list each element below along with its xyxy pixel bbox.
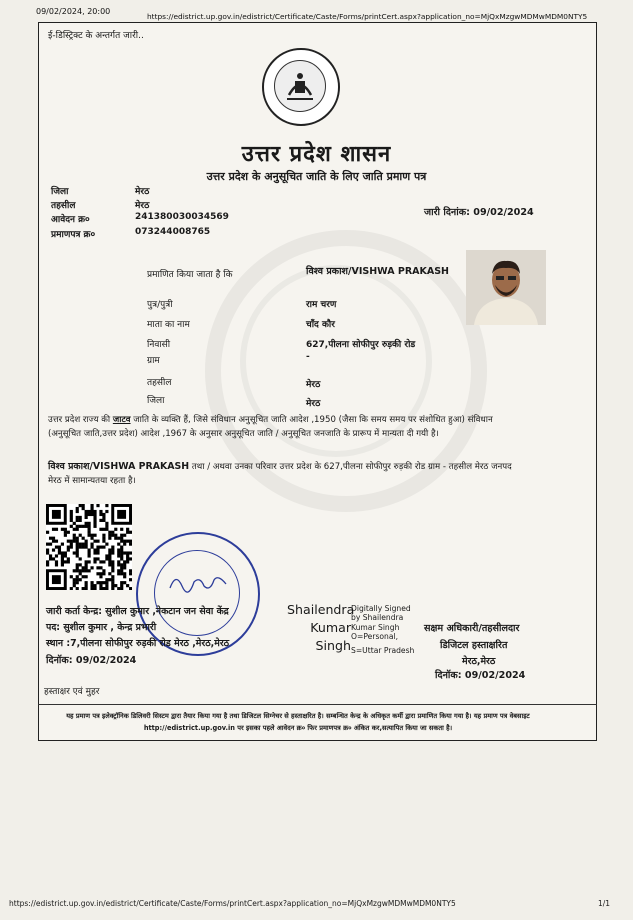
sign-and-seal-label: हस्ताक्षर एवं मुहर [44, 687, 100, 697]
seal-signature-scribble [168, 568, 228, 598]
holder-name: विश्व प्रकाश/VISHWA PRAKASH [306, 266, 449, 277]
detail-label-village: ग्राम [147, 356, 160, 366]
authority-signed: डिजिटल हस्ताक्षरित [440, 640, 508, 651]
verification-footer-note: यह प्रमाण पत्र इलेक्ट्रॉनिक डिलिवरी सिस्टम द्वारा तैयार किया गया है तथा डिजिटल सिग्नेचर से हस्ताक्षरित है। सम्बन्धित केन्द्र के अधिकृत कर्मी द्वारा प्रमाणित किया गया है। यह प्रमाण पत्र वेबसाइट http://edistrict.up.gov.in पर इसका पहले आवेदन क्र० फिर प्रमाणपत्र क्र० अंकित कर,सत्यापित किया जा सकता है। [66, 712, 530, 732]
issued-under-text: ई-डिस्ट्रिक्ट के अन्तर्गत जारी.. [48, 31, 144, 41]
authority-place: मेरठ,मेरठ [462, 656, 496, 667]
applicant-photo [466, 250, 546, 325]
meta-label-district: जिला [51, 187, 69, 197]
footer-divider [38, 704, 597, 705]
detail-label-resident: निवासी [147, 340, 171, 350]
verification-qr-code [46, 504, 132, 590]
government-title: उत्तर प्रदेश शासन [241, 142, 392, 167]
detail-label-tehsil: तहसील [147, 378, 172, 388]
detail-value-village: - [306, 352, 310, 362]
certify-label: प्रमाणित किया जाता है कि [147, 270, 233, 280]
meta-label-application-no: आवेदन क्र० [51, 215, 90, 225]
meta-label-tehsil: तहसील [51, 201, 76, 211]
residence-holder-name: विश्व प्रकाश/VISHWA PRAKASH [48, 461, 190, 472]
meta-label-certificate-no: प्रमाणपत्र क्र० [51, 230, 96, 240]
detail-label-district: जिला [147, 396, 165, 406]
detail-value-mother: चाँद कौर [306, 320, 335, 330]
issuing-date: दिनॉक: 09/02/2024 [46, 655, 137, 666]
meta-value-certificate-no: 073244008765 [135, 227, 211, 237]
issuing-person: पद: सुशील कुमार , केन्द्र प्रभारी [46, 622, 157, 633]
detail-value-tehsil: मेरठ [306, 380, 321, 390]
authority-title: सक्षम अधिकारी/तहसीलदार [424, 623, 520, 634]
issuing-place: स्थान :7,पीलना सोफीपुर रुड़की रोड मेरठ ,मेरठ,मेरठ [46, 638, 230, 649]
meta-value-application-no: 241380030034569 [135, 212, 229, 222]
print-url-footer: https://edistrict.up.gov.in/edistrict/Certificate/Caste/Forms/printCert.aspx?application_no=MjQxMzgwMDMwMDM0NTY5 [9, 899, 456, 908]
issuing-center: जारी कर्ता केन्द्र: सुशील कुमार ,नेकटान जन सेवा केंद्र [46, 606, 229, 617]
detail-value-parent: राम चरण [306, 300, 337, 310]
meta-value-tehsil: मेरठ [135, 201, 150, 211]
authority-date: दिनॉक: 09/02/2024 [435, 670, 526, 681]
caste-name: जाटव [112, 415, 131, 425]
detail-label-mother: माता का नाम [147, 320, 190, 330]
caste-statement: उत्तर प्रदेश राज्य की जाटव जाति के व्यक्ति हैं, जिसे संविधान अनुसूचित जाति आदेश ,1950 (जैसा कि समय समय पर संशोधित हुआ) संविधान (अनुसूचित जाति,उत्तर प्रदेश) आदेश ,1967 के अनुसार अनुसूचित जाति / अनुसूचित जनजाति के प्रारूप में मान्यता दी गयी है। [48, 415, 493, 439]
certificate-subtitle: उत्तर प्रदेश के अनुसूचित जाति के लिए जाति प्रमाण पत्र [206, 170, 427, 183]
print-url-header: https://edistrict.up.gov.in/edistrict/Certificate/Caste/Forms/printCert.aspx?application_no=MjQxMzgwMDMwMDM0NTY5 [147, 12, 588, 21]
digital-signature-details: Digitally Signed by Shailendra Kumar Singh O=Personal, S=Uttar Pradesh [351, 604, 415, 655]
residence-statement: विश्व प्रकाश/VISHWA PRAKASH तथा / अथवा उनका परिवार उत्तर प्रदेश के 627,पीलना सोफीपुर रुड़की रोड ग्राम - तहसील मेरठ जनपद मेरठ में सामान्यतया रहता है। [48, 461, 512, 486]
detail-label-parent: पुत्र/पुत्री [147, 300, 173, 310]
meta-value-district: मेरठ [135, 187, 150, 197]
detail-value-district: मेरठ [306, 399, 321, 409]
print-datetime: 09/02/2024, 20:00 [36, 7, 111, 16]
up-government-emblem-icon [262, 48, 340, 126]
issue-date: जारी दिनांक: 09/02/2024 [424, 207, 534, 218]
print-page-count: 1/1 [598, 899, 611, 908]
digital-signer-name: Shailendra Kumar Singh [287, 602, 355, 653]
detail-value-resident: 627,पीलना सोफीपुर रुड़की रोड [306, 340, 416, 350]
